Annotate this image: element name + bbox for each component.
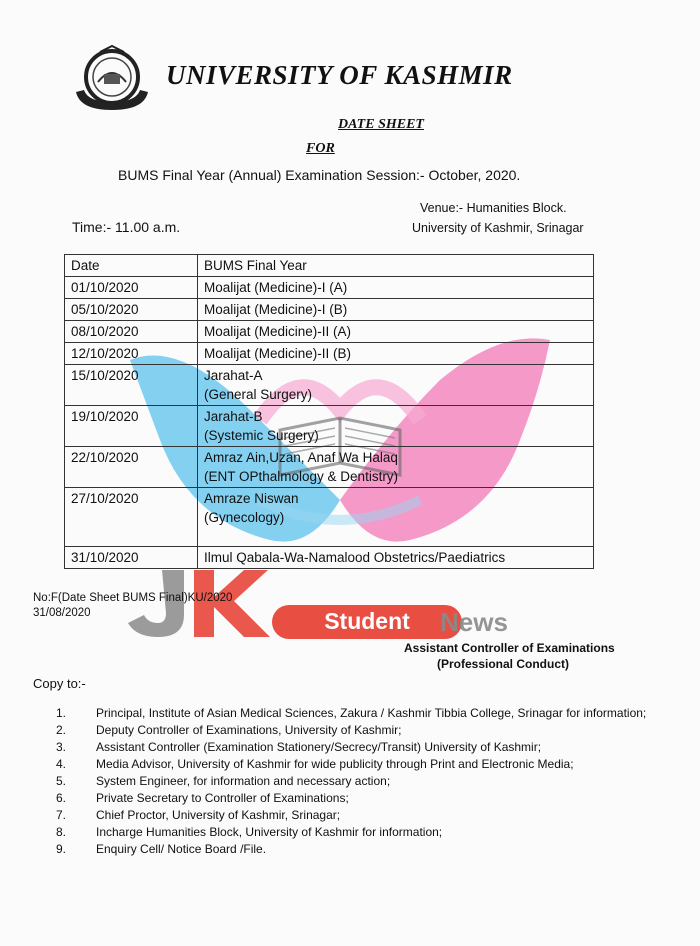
table-row <box>65 447 594 488</box>
watermark-news-text: News <box>440 607 508 637</box>
exam-date: 31/10/2020 <box>71 550 139 565</box>
exam-date: 05/10/2020 <box>71 302 139 317</box>
watermark-student-text: Student <box>324 608 410 634</box>
subject-cell <box>198 447 594 488</box>
exam-date-cell <box>65 277 198 299</box>
reference-number: No:F(Date Sheet BUMS Final)KU/2020 <box>33 592 233 604</box>
list-item-text: Private Secretary to Controller of Examinations; <box>96 791 349 805</box>
exam-date: 19/10/2020 <box>71 409 139 424</box>
exam-date-cell <box>65 343 198 365</box>
subject-cell <box>198 277 594 299</box>
table-row <box>65 299 594 321</box>
exam-date-cell <box>65 365 198 406</box>
list-item-text: Chief Proctor, University of Kashmir, Srinagar; <box>96 808 341 822</box>
column-header-course: BUMS Final Year <box>198 255 594 277</box>
date-sheet-table <box>64 254 594 569</box>
list-item-number: 4. <box>56 757 67 771</box>
reference-date: 31/08/2020 <box>33 607 91 619</box>
exam-date: 27/10/2020 <box>71 491 139 506</box>
exam-date: 01/10/2020 <box>71 280 139 295</box>
university-seal-logo <box>70 44 154 114</box>
subject-name: Jarahat-A <box>204 368 263 383</box>
subject-name: Moalijat (Medicine)-II (B) <box>204 346 352 361</box>
signatory-department: (Professional Conduct) <box>437 657 570 671</box>
list-item-number: 3. <box>56 740 67 754</box>
table-header-row <box>65 255 594 277</box>
subject-cell <box>198 488 594 547</box>
venue-line-1: Venue:- Humanities Block. <box>420 201 567 215</box>
table-row <box>65 488 594 547</box>
exam-date-cell <box>65 447 198 488</box>
list-item-text: Incharge Humanities Block, University of Kashmir for information; <box>96 825 443 839</box>
list-item-number: 2. <box>56 723 67 737</box>
table-row <box>65 406 594 447</box>
session-line: BUMS Final Year (Annual) Examination Session:- October, 2020. <box>118 167 521 183</box>
table-row <box>65 321 594 343</box>
subject-subtitle: (General Surgery) <box>204 387 313 402</box>
exam-date: 08/10/2020 <box>71 324 139 339</box>
copy-to-heading: Copy to:- <box>33 676 86 691</box>
list-item-text: Media Advisor, University of Kashmir for wide publicity through Print and Electronic Media; <box>96 757 574 771</box>
exam-date-cell <box>65 406 198 447</box>
subject-name: Moalijat (Medicine)-I (A) <box>204 280 348 295</box>
subject-name: Ilmul Qabala-Wa-Namalood Obstetrics/Paediatrics <box>204 550 506 565</box>
table-row <box>65 365 594 406</box>
list-item-number: 1. <box>56 706 67 720</box>
subject-name: Jarahat-B <box>204 409 263 424</box>
list-item-text: System Engineer, for information and necessary action; <box>96 774 391 788</box>
subject-cell <box>198 365 594 406</box>
list-item-text: Deputy Controller of Examinations, University of Kashmir; <box>96 723 402 737</box>
exam-date-cell <box>65 299 198 321</box>
subject-name: Moalijat (Medicine)-I (B) <box>204 302 348 317</box>
column-header-date: Date <box>65 255 198 277</box>
exam-date-cell <box>65 488 198 547</box>
exam-date: 22/10/2020 <box>71 450 139 465</box>
subject-subtitle: (ENT OPthalmology & Dentistry) <box>204 469 399 484</box>
list-item-number: 8. <box>56 825 67 839</box>
list-item-text: Assistant Controller (Examination Stationery/Secrecy/Transit) University of Kashmir; <box>96 740 542 754</box>
list-item-text: Enquiry Cell/ Notice Board /File. <box>96 842 267 856</box>
subject-cell <box>198 321 594 343</box>
university-title: UNIVERSITY OF KASHMIR <box>166 60 513 90</box>
list-item-number: 9. <box>56 842 67 856</box>
list-item-text: Principal, Institute of Asian Medical Sciences, Zakura / Kashmir Tibbia College, Srinagar for information; <box>96 706 647 720</box>
signatory-title: Assistant Controller of Examinations <box>404 641 615 655</box>
subject-name: Amraze Niswan <box>204 491 299 506</box>
exam-date: 15/10/2020 <box>71 368 139 383</box>
jk-student-news-watermark <box>122 565 522 645</box>
venue-line-2: University of Kashmir, Srinagar <box>412 221 584 235</box>
list-item-number: 7. <box>56 808 67 822</box>
subject-cell <box>198 299 594 321</box>
for-heading: FOR <box>306 141 335 156</box>
table-row <box>65 277 594 299</box>
subject-name: Amraz Ain,Uzan, Anaf Wa Halaq <box>204 450 398 465</box>
list-item-number: 6. <box>56 791 67 805</box>
table-row <box>65 343 594 365</box>
time-line: Time:- 11.00 a.m. <box>72 219 181 235</box>
subject-name: Moalijat (Medicine)-II (A) <box>204 324 352 339</box>
exam-date-cell <box>65 321 198 343</box>
subject-cell <box>198 343 594 365</box>
list-item-number: 5. <box>56 774 67 788</box>
subject-subtitle: (Systemic Surgery) <box>204 428 319 443</box>
subject-cell <box>198 406 594 447</box>
exam-date: 12/10/2020 <box>71 346 139 361</box>
date-sheet-heading: DATE SHEET <box>338 117 424 132</box>
subject-subtitle: (Gynecology) <box>204 510 285 525</box>
